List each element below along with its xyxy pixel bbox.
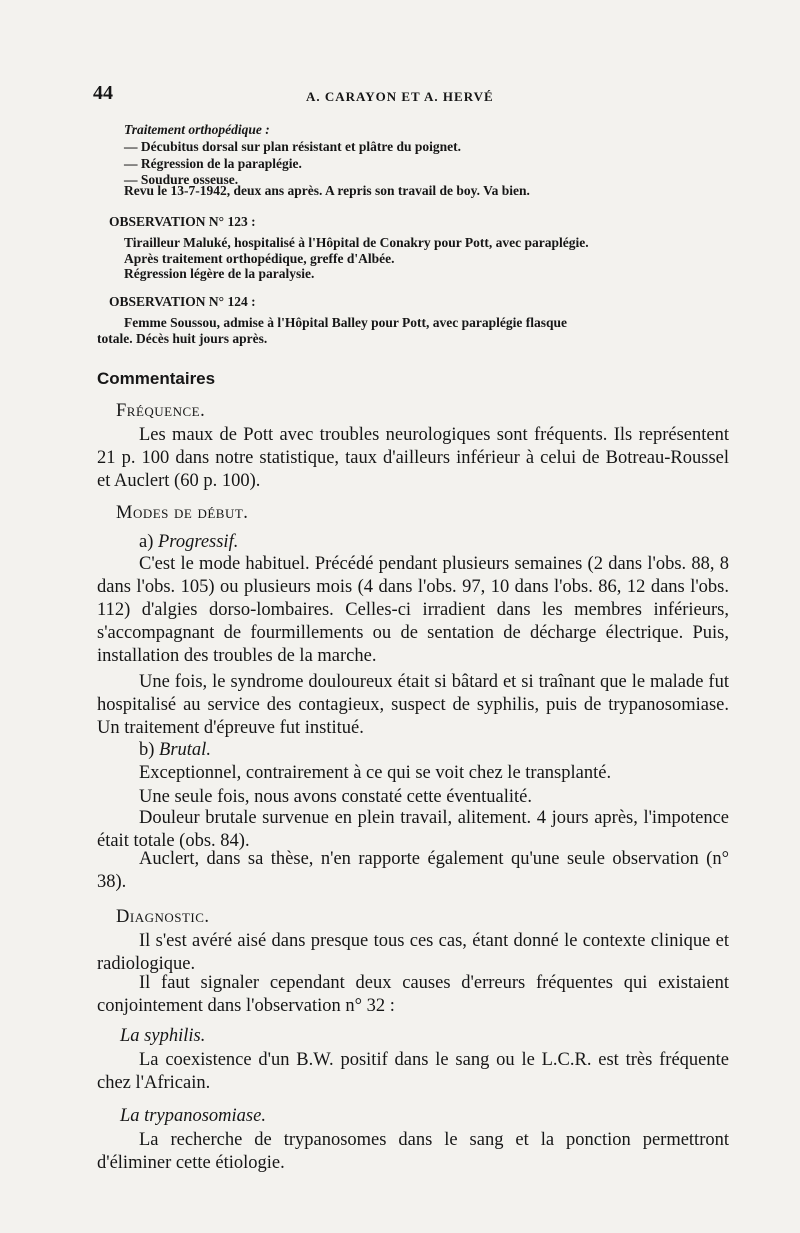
paragraph: Une fois, le syndrome douloureux était si bâtard et si traînant que le malade fut hospitalisé au service des contagieux, suspect de syphilis, puis de trypanosomiase. Un traitement d'épreuve fut institué.: [97, 672, 729, 738]
treatment-line: Revu le 13-7-1942, deux ans après. A repris son travail de boy. Va bien.: [124, 183, 530, 198]
paragraph: Auclert, dans sa thèse, n'en rapporte également qu'une seule observation (n° 38).: [97, 849, 729, 892]
paragraph: Les maux de Pott avec troubles neurologiques sont fréquents. Ils représentent 21 p. 100 dans notre statistique, taux d'ailleurs inférieur à celui de Botreau-Roussel et Auclert (60 p. 100).: [97, 425, 729, 491]
paragraph: C'est le mode habituel. Précédé pendant plusieurs semaines (2 dans l'obs. 88, 8 dans l'obs. 105) ou plusieurs mois (4 dans l'obs. 97, 10 dans l'obs. 86, 12 dans l'obs. 112) d'algies dorso-lombaires. Celles-ci irradient dans les membres inférieurs, s'accompagnant de fourmillements ou de sentation de décharge électrique. Puis, installation des troubles de la marche.: [97, 554, 729, 666]
observation-124-title: OBSERVATION N° 124 :: [109, 294, 256, 309]
observation-line: Femme Soussou, admise à l'Hôpital Balley pour Pott, avec paraplégie flasque: [124, 315, 567, 330]
treatment-line: — Soudure osseuse.: [124, 172, 239, 187]
subsection-a: [139, 531, 238, 554]
subsection-title-syphilis: La syphilis.: [120, 1026, 206, 1046]
paragraph: Douleur brutale survenue en plein travail, alitement. 4 jours après, l'impotence était totale (obs. 84).: [97, 808, 729, 851]
treatment-line: — Régression de la paraplégie.: [124, 156, 302, 171]
observation-line: Régression légère de la paralysie.: [124, 266, 315, 281]
page-number: 44: [93, 82, 113, 104]
paragraph: La coexistence d'un B.W. positif dans le sang ou le L.C.R. est très fréquente chez l'Africain.: [97, 1050, 729, 1093]
observation-123-title: OBSERVATION N° 123 :: [109, 214, 256, 229]
subsection-title-trypanosomiase: La trypanosomiase.: [120, 1106, 266, 1126]
subsection-b: [139, 739, 211, 762]
paragraph: Il s'est avéré aisé dans presque tous ces cas, étant donné le contexte clinique et radiologique.: [97, 931, 729, 974]
treatment-heading: Traitement orthopédique :: [124, 122, 270, 137]
treatment-line: — Décubitus dorsal sur plan résistant et plâtre du poignet.: [124, 139, 462, 154]
section-title-modes: Modes de début.: [116, 503, 249, 523]
section-title-diagnostic: Diagnostic.: [116, 907, 210, 927]
paragraph: Il faut signaler cependant deux causes d'erreurs fréquentes qui existaient conjointement dans l'observation n° 32 :: [97, 973, 729, 1016]
commentaires-heading: Commentaires: [97, 369, 216, 388]
subsection-title: Progressif.: [158, 532, 239, 552]
paragraph: La recherche de trypanosomes dans le sang et la ponction permettront d'éliminer cette étiologie.: [97, 1130, 729, 1173]
observation-line: totale. Décès huit jours après.: [97, 331, 268, 346]
observation-line: Après traitement orthopédique, greffe d'Albée.: [124, 251, 395, 266]
running-title: A. CARAYON ET A. HERVÉ: [306, 89, 494, 104]
subsection-label: b): [139, 740, 160, 760]
paragraph: Une seule fois, nous avons constaté cette éventualité.: [139, 787, 532, 807]
observation-line: Tirailleur Maluké, hospitalisé à l'Hôpital de Conakry pour Pott, avec paraplégie.: [124, 235, 589, 250]
paragraph: Exceptionnel, contrairement à ce qui se voit chez le transplanté.: [139, 763, 612, 783]
subsection-label: a): [139, 532, 158, 552]
section-title-frequence: Fréquence.: [116, 401, 206, 421]
subsection-title: Brutal.: [159, 740, 211, 760]
